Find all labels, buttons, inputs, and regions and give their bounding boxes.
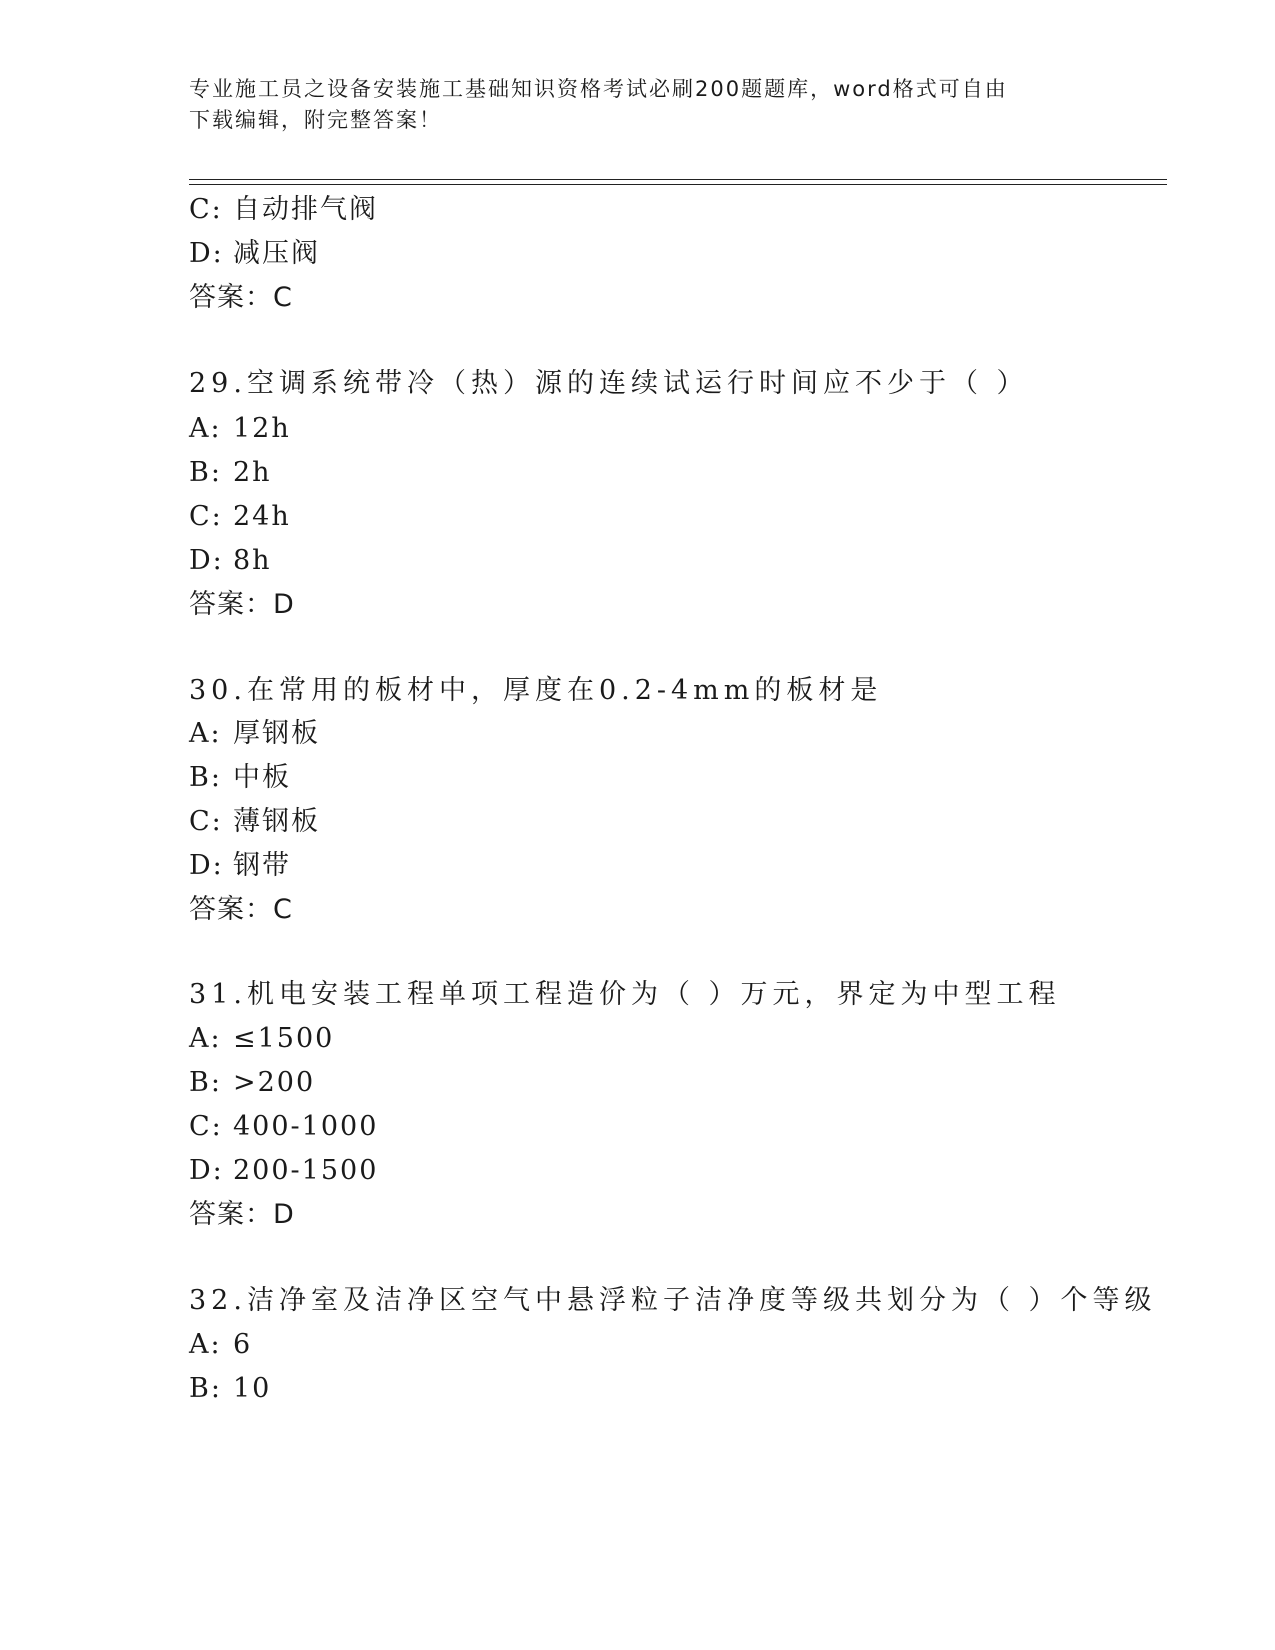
option-label: A: [189, 718, 222, 749]
option-text: 400-1000 [233, 1111, 379, 1142]
document-header [189, 74, 1089, 136]
option-text: 200-1500 [233, 1155, 379, 1186]
option-c [189, 804, 320, 840]
option-b [189, 1065, 315, 1101]
option-text: 自动排气阀 [233, 194, 378, 225]
question-text: 30.在常用的板材中，厚度在0.2-4mm的板材是 [189, 675, 883, 706]
option-d [189, 543, 272, 579]
header-divider-bottom [189, 184, 1167, 185]
option-d [189, 1153, 378, 1189]
option-text: 2h [233, 457, 272, 488]
option-text: 10 [233, 1373, 272, 1404]
header-title-line-1: 专业施工员之设备安装施工基础知识资格考试必刷200题题库，word格式可自由 [189, 77, 1008, 101]
option-a [189, 411, 291, 447]
option-a [189, 1021, 334, 1057]
option-b [189, 455, 272, 491]
option-b [189, 760, 291, 796]
option-text: 钢带 [233, 850, 291, 881]
option-label: D: [189, 1155, 224, 1186]
question-text: 31.机电安装工程单项工程造价为（ ）万元，界定为中型工程 [189, 979, 1061, 1010]
option-text: 6 [233, 1329, 253, 1360]
answer-line: 答案：C [189, 894, 293, 925]
option-d [189, 236, 320, 272]
option-text: >200 [233, 1067, 316, 1098]
option-text: 厚钢板 [233, 718, 320, 749]
option-text: ≤1500 [233, 1023, 335, 1054]
option-label: C: [189, 501, 223, 532]
option-c [189, 499, 291, 535]
option-label: B: [189, 457, 222, 488]
option-text: 24h [233, 501, 291, 532]
header-divider-top [189, 179, 1167, 180]
option-text: 薄钢板 [233, 806, 320, 837]
option-label: B: [189, 762, 222, 793]
option-label: D: [189, 850, 224, 881]
option-label: B: [189, 1067, 222, 1098]
option-text: 减压阀 [233, 238, 320, 269]
header-title-line-2: 下载编辑，附完整答案！ [189, 108, 442, 132]
option-c [189, 192, 378, 228]
answer-line: 答案：D [189, 589, 295, 620]
option-text: 12h [233, 413, 291, 444]
option-c [189, 1109, 378, 1145]
option-label: A: [189, 1329, 222, 1360]
option-b [189, 1371, 271, 1407]
answer-line: 答案：C [189, 282, 293, 313]
option-label: A: [189, 1023, 222, 1054]
question-text: 29.空调系统带冷（热）源的连续试运行时间应不少于（ ） [189, 368, 1029, 399]
question-text: 32.洁净室及洁净区空气中悬浮粒子洁净度等级共划分为（ ）个等级 [189, 1285, 1157, 1316]
answer-line: 答案：D [189, 1199, 295, 1230]
option-label: C: [189, 806, 223, 837]
option-d [189, 848, 291, 884]
option-label: D: [189, 545, 224, 576]
option-label: D: [189, 238, 224, 269]
option-label: A: [189, 413, 222, 444]
option-label: C: [189, 194, 223, 225]
option-label: C: [189, 1111, 223, 1142]
option-text: 中板 [233, 762, 291, 793]
option-a [189, 1327, 252, 1363]
option-a [189, 716, 320, 752]
option-text: 8h [233, 545, 272, 576]
option-label: B: [189, 1373, 222, 1404]
